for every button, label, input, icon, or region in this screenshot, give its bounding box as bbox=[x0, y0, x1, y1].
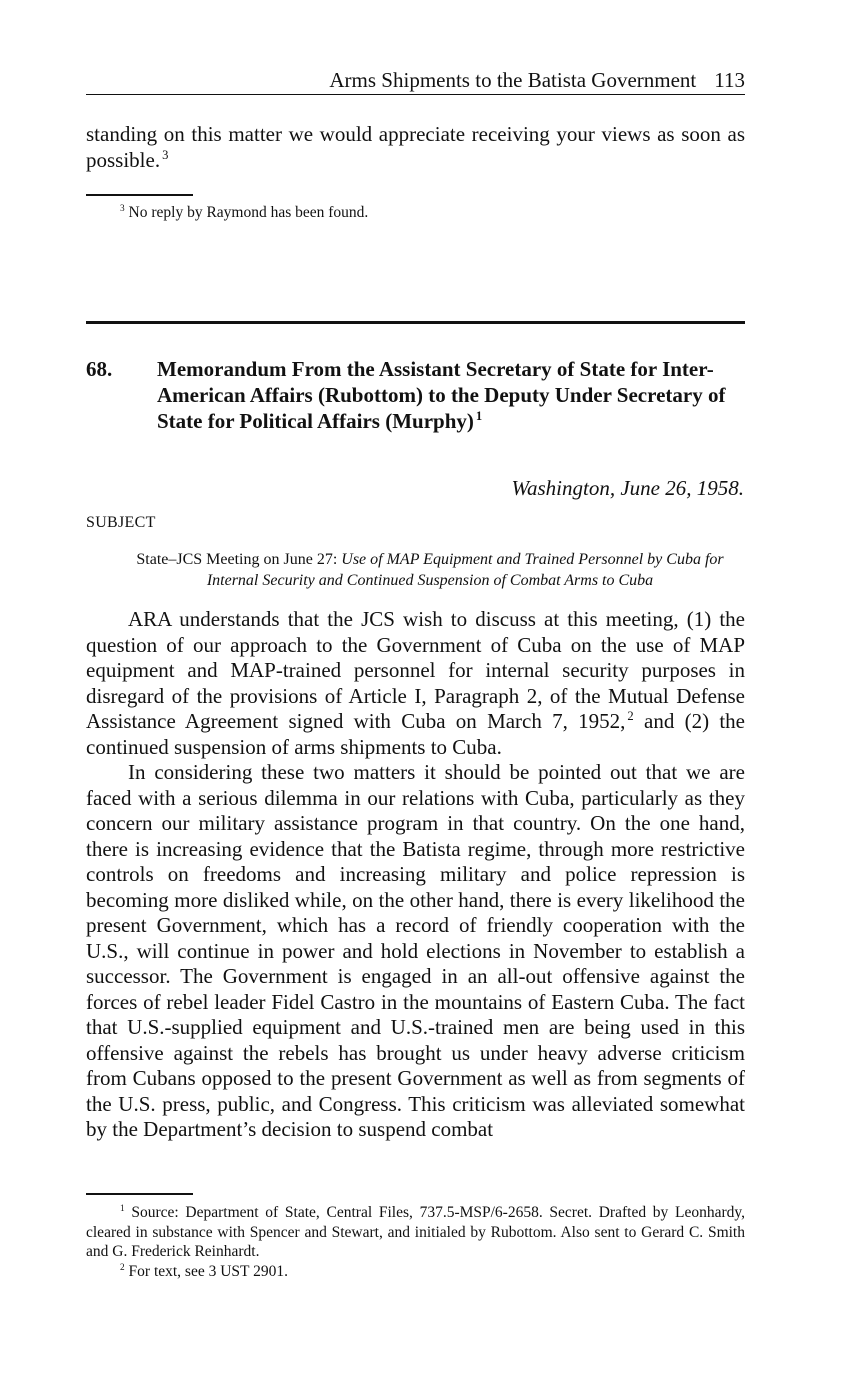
section-divider bbox=[86, 321, 745, 324]
page-number: 113 bbox=[714, 68, 745, 92]
running-title: Arms Shipments to the Batista Government bbox=[329, 68, 697, 92]
footnote-1 bbox=[86, 1203, 745, 1262]
place-date: Washington, June 26, 1958. bbox=[511, 476, 744, 500]
footnote-text: For text, see 3 UST 2901. bbox=[128, 1262, 288, 1280]
continued-text-body: standing on this matter we would appreciate receiving your views as soon as possible. bbox=[86, 122, 745, 172]
paragraph-1-a: ARA understands that the JCS wish to discuss at this meeting, (1) the question of our approach to the Government of Cuba on the use of MAP equipment and MAP-trained personnel for internal security purposes in disregard of the provisions of Article I, Paragraph 2, of the Mutual Defense Assistance Agreement signed with Cuba on March 7, 1952, bbox=[86, 607, 745, 733]
subject-italic: Use of MAP Equipment and Trained Personnel by Cuba for Internal Security and Continued Suspension of Combat Arms to Cuba bbox=[206, 551, 724, 589]
footnote-ref-1: 1 bbox=[475, 409, 483, 424]
footnote-2 bbox=[86, 1262, 745, 1282]
paragraph-2: In considering these two matters it should be pointed out that we are faced with a serious dilemma in our relations with Cuba, particularly as they concern our military assistance program in that country. On the one hand, there is increasing evidence that the Batista regime, through more restrictive controls on freedoms and increasing military and police repression is becoming more disliked while, on the other hand, there is every likelihood the present Government, which has a record of friendly cooperation with the U.S., will continue in power and hold elections in November to establish a successor. The Government is engaged in an all-out offensive against the forces of rebel leader Fidel Castro in the mountains of Eastern Cuba. The fact that U.S.-supplied equipment and U.S.-trained men are being used in this offensive against the rebels has brought us under heavy adverse criticism from Cubans opposed to the present Government as well as from segments of the U.S. press, public, and Congress. This criticism was alleviated somewhat by the Department’s decision to suspend combat bbox=[86, 760, 745, 1141]
continued-text bbox=[86, 121, 745, 173]
footnote-text: No reply by Raymond has been found. bbox=[128, 204, 369, 221]
subject-line bbox=[120, 549, 740, 591]
paragraph-1-b: and (2) the continued suspension of arms shipments to Cuba. bbox=[86, 709, 746, 759]
footnote-text: Source: Department of State, Central Files, 737.5-MSP/6-2658. Secret. Drafted by Leonhardy, cleared in substance with Spencer and Stewart, and initialed by Rubottom. Also sent to Gerard C. Smith and G. Frederick Reinhardt. bbox=[86, 1204, 746, 1260]
subject-prefix: State–JCS Meeting on June 27: bbox=[136, 551, 338, 568]
footnotes bbox=[86, 1203, 745, 1281]
subject-label: SUBJECT bbox=[86, 514, 156, 531]
footnote-mark: 3 bbox=[120, 204, 125, 215]
document-number: 68. bbox=[86, 357, 113, 381]
footnote-ref-2: 2 bbox=[627, 709, 634, 724]
footnote-ref-3: 3 bbox=[162, 148, 169, 163]
paragraph-1 bbox=[86, 607, 745, 760]
footnote-divider bbox=[86, 194, 193, 196]
footnote-divider-bottom bbox=[86, 1193, 193, 1195]
memo-body bbox=[86, 607, 745, 1143]
running-header bbox=[86, 66, 745, 95]
document-title bbox=[157, 356, 747, 434]
footnote-mark: 1 bbox=[120, 1204, 125, 1215]
footnote-mark: 2 bbox=[120, 1262, 125, 1273]
footnote-3 bbox=[118, 203, 738, 222]
document-title-text: Memorandum From the Assistant Secretary of State for Inter-American Affairs (Rubottom) to the Deputy Under Secretary of State for Political Affairs (Murphy) bbox=[157, 357, 726, 433]
